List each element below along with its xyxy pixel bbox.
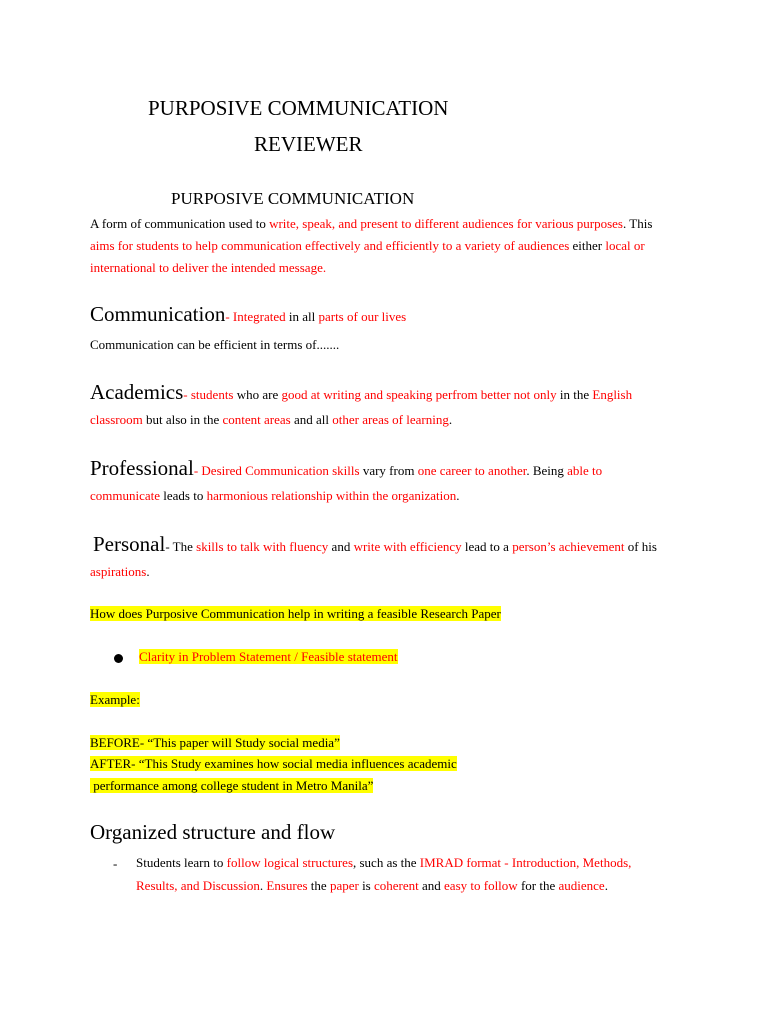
connector-text: . Being [526, 463, 568, 478]
connector-text: in all [285, 309, 319, 324]
connector-text: is [358, 878, 374, 893]
connector-text: but also in the [142, 412, 223, 427]
keyword: - Desired Communication skills [193, 463, 360, 478]
keyword: one career to another [417, 463, 527, 478]
keyword: Results, and Discussion [136, 878, 260, 893]
intro-text: . This [623, 216, 653, 231]
intro-highlight: write, speak, and present to different audiences for various purposes [269, 216, 623, 231]
keyword: paper [329, 878, 359, 893]
highlighted-text: Clarity in Problem Statement / Feasible statement [139, 649, 398, 664]
keyword: follow logical structures [226, 855, 353, 870]
keyword: communicate [90, 488, 161, 503]
document-title-line2: REVIEWER [254, 132, 363, 156]
intro-highlight: aims for students to help communication effectively and efficiently to a variety of audiences [90, 238, 570, 253]
highlighted-text: performance among college student in Metro Manila” [90, 778, 374, 793]
highlighted-text: AFTER- “This Study examines how social media influences academic [90, 756, 457, 771]
connector-text: vary from [359, 463, 418, 478]
keyword: classroom [90, 412, 143, 427]
connector-text: the [307, 878, 330, 893]
keyword: audience [558, 878, 605, 893]
connector-text: who are [233, 387, 282, 402]
highlighted-text: Example: [90, 692, 140, 707]
intro-line-3 [90, 260, 326, 276]
personal-heading-line [93, 532, 657, 557]
communication-heading: Communication [90, 302, 226, 326]
intro-highlight: international to deliver the intended message. [90, 260, 327, 275]
connector-text: . [448, 412, 453, 427]
communication-line-2: Communication can be efficient in terms of....... [90, 337, 340, 352]
example-after-line-1 [90, 756, 457, 772]
academics-heading: Academics [90, 380, 184, 404]
keyword: easy to follow [444, 878, 518, 893]
connector-text: . [259, 878, 267, 893]
example-label [90, 692, 140, 708]
personal-line-2 [90, 564, 150, 580]
intro-line-1 [90, 216, 652, 232]
keyword: content areas [222, 412, 291, 427]
connector-text: - The [165, 539, 197, 554]
connector-text: and all [290, 412, 333, 427]
connector-text: Students learn to [136, 855, 227, 870]
section-subtitle: PURPOSIVE COMMUNICATION [171, 189, 415, 208]
intro-highlight: local or [605, 238, 645, 253]
connector-text: lead to a [461, 539, 513, 554]
connector-text: of his [624, 539, 657, 554]
highlighted-text: BEFORE- “This paper will Study social media” [90, 735, 340, 750]
personal-heading: Personal [93, 532, 166, 556]
organized-line-2 [136, 878, 608, 894]
communication-heading-line [90, 302, 406, 327]
keyword: parts of our lives [318, 309, 407, 324]
keyword: coherent [373, 878, 419, 893]
connector-text: . [146, 564, 150, 579]
keyword: Ensures [266, 878, 308, 893]
keyword: person’s achievement [512, 539, 625, 554]
academics-line-2 [90, 412, 452, 428]
keyword: aspirations [90, 564, 147, 579]
example-after-line-2 [90, 778, 373, 794]
highlighted-text: How does Purposive Communication help in writing a feasible Research Paper [90, 606, 501, 621]
bullet-icon [114, 654, 123, 663]
academics-heading-line [90, 380, 632, 405]
professional-line-2 [90, 488, 459, 504]
keyword: English [592, 387, 633, 402]
connector-text: leads to [160, 488, 207, 503]
connector-text: , such as the [353, 855, 420, 870]
document-title: PURPOSIVE COMMUNICATION [148, 96, 449, 120]
keyword: write with efficiency [353, 539, 462, 554]
research-question [90, 606, 501, 622]
connector-text: and [418, 878, 445, 893]
organized-line-1 [136, 855, 631, 871]
connector-text: for the [517, 878, 559, 893]
professional-heading-line [90, 456, 602, 481]
keyword: harmonious relationship within the organization [206, 488, 457, 503]
connector-text: and [328, 539, 354, 554]
bullet-item [139, 649, 398, 665]
organized-heading: Organized structure and flow [90, 820, 336, 844]
keyword: able to [567, 463, 603, 478]
connector-text: . [456, 488, 460, 503]
keyword: good at writing and speaking perfrom better not only [281, 387, 557, 402]
keyword: other areas of learning [332, 412, 449, 427]
intro-line-2 [90, 238, 645, 254]
intro-text: either [569, 238, 606, 253]
dash-marker: - [113, 856, 118, 871]
professional-heading: Professional [90, 456, 194, 480]
connector-text: in the [556, 387, 593, 402]
example-before [90, 735, 340, 751]
intro-text: A form of communication used to [90, 216, 270, 231]
keyword: - students [183, 387, 234, 402]
keyword: - Integrated [225, 309, 286, 324]
keyword: IMRAD format - Introduction, Methods, [419, 855, 632, 870]
keyword: skills to talk with fluency [196, 539, 329, 554]
connector-text: . [604, 878, 608, 893]
